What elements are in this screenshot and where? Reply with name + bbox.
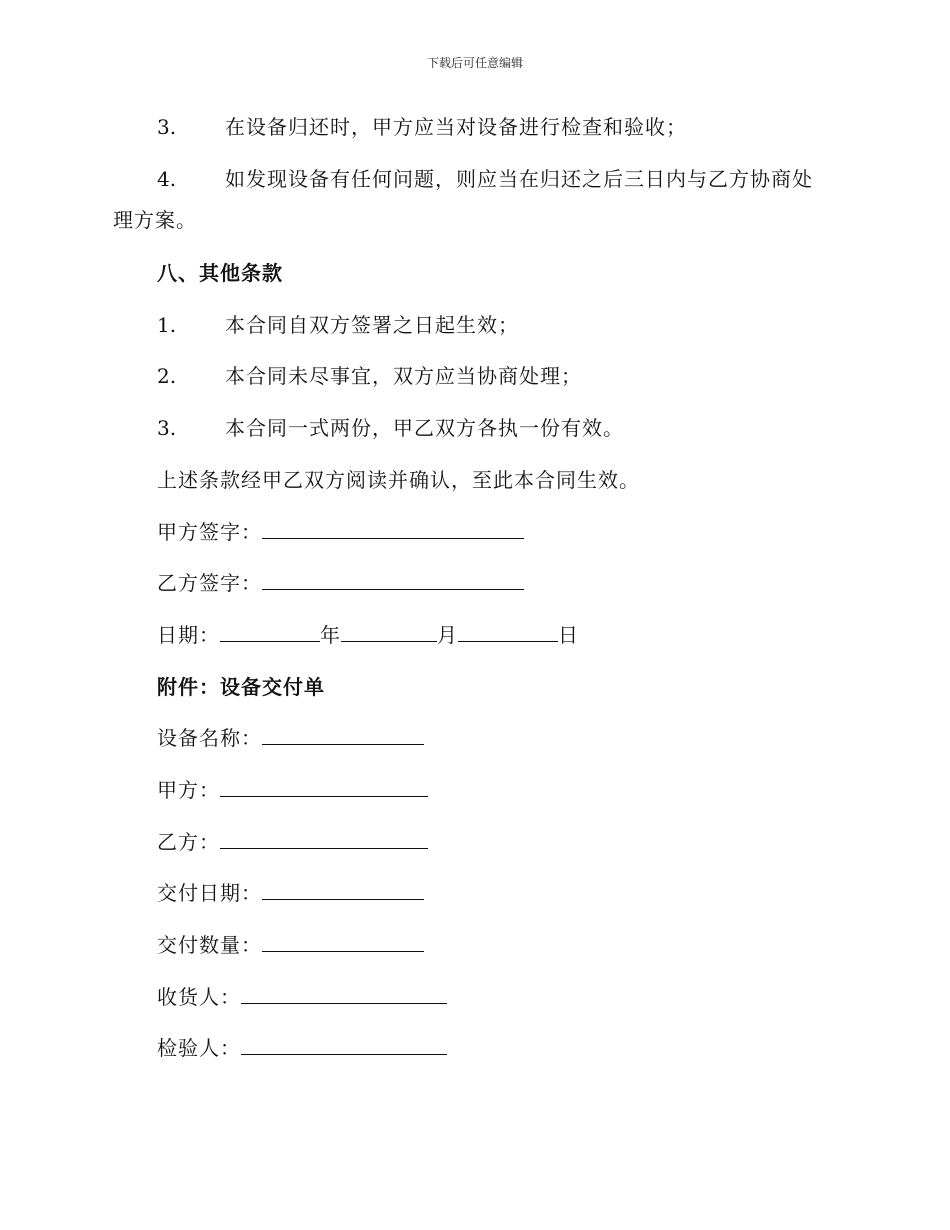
field-label: 收货人：	[157, 985, 241, 1009]
section-8-title: 八、其他条款	[157, 261, 283, 285]
clause-text: 本合同自双方签署之日起生效；	[225, 313, 519, 337]
field-label: 检验人：	[157, 1036, 241, 1060]
attachment-party-b-field	[157, 828, 428, 856]
field-label: 设备名称：	[157, 726, 262, 750]
clause-7-4	[157, 165, 813, 193]
field-blank	[262, 879, 424, 900]
page-header: 下载后可任意编辑	[426, 56, 523, 70]
clause-text: 如发现设备有任何问题，则应当在归还之后三日内与乙方协商处	[225, 167, 813, 191]
field-blank	[220, 776, 428, 797]
clause-text: 本合同未尽事宜，双方应当协商处理；	[225, 364, 582, 388]
signature-line	[262, 518, 524, 539]
month-blank	[341, 621, 437, 642]
clause-8-3	[157, 414, 624, 442]
field-blank	[241, 983, 447, 1004]
field-blank	[241, 1034, 447, 1055]
year-label: 年	[320, 623, 341, 647]
clause-7-3	[157, 113, 687, 141]
clause-8-2	[157, 362, 582, 390]
field-label: 日期：	[157, 623, 220, 647]
field-blank	[262, 931, 424, 952]
month-label: 月	[437, 623, 458, 647]
day-blank	[458, 621, 558, 642]
field-label: 甲方：	[157, 778, 220, 802]
party-b-signature	[157, 569, 524, 597]
field-blank	[220, 828, 428, 849]
clause-number: 2.	[157, 364, 177, 388]
signature-date	[157, 621, 579, 649]
clause-number: 1.	[157, 313, 177, 337]
clause-number: 3.	[157, 416, 177, 440]
field-label: 甲方签字：	[157, 520, 262, 544]
clause-number: 3.	[157, 115, 177, 139]
day-label: 日	[558, 623, 579, 647]
field-label: 乙方签字：	[157, 571, 262, 595]
clause-text: 在设备归还时，甲方应当对设备进行检查和验收；	[225, 115, 687, 139]
equipment-name-field	[157, 724, 424, 752]
clause-text: 本合同一式两份，甲乙双方各执一份有效。	[225, 416, 624, 440]
clause-7-4-continuation: 理方案。	[113, 208, 197, 232]
signature-line	[262, 569, 524, 590]
clause-8-1	[157, 311, 519, 339]
field-label: 乙方：	[157, 830, 220, 854]
year-blank	[220, 621, 320, 642]
delivery-quantity-field	[157, 931, 424, 959]
field-blank	[262, 724, 424, 745]
field-label: 交付数量：	[157, 933, 262, 957]
delivery-date-field	[157, 879, 424, 907]
confirmation-text: 上述条款经甲乙双方阅读并确认，至此本合同生效。	[157, 468, 640, 492]
attachment-party-a-field	[157, 776, 428, 804]
receiver-field	[157, 983, 447, 1011]
party-a-signature	[157, 518, 524, 546]
clause-number: 4.	[157, 167, 177, 191]
field-label: 交付日期：	[157, 881, 262, 905]
inspector-field	[157, 1034, 447, 1062]
attachment-title: 附件：设备交付单	[157, 675, 325, 699]
